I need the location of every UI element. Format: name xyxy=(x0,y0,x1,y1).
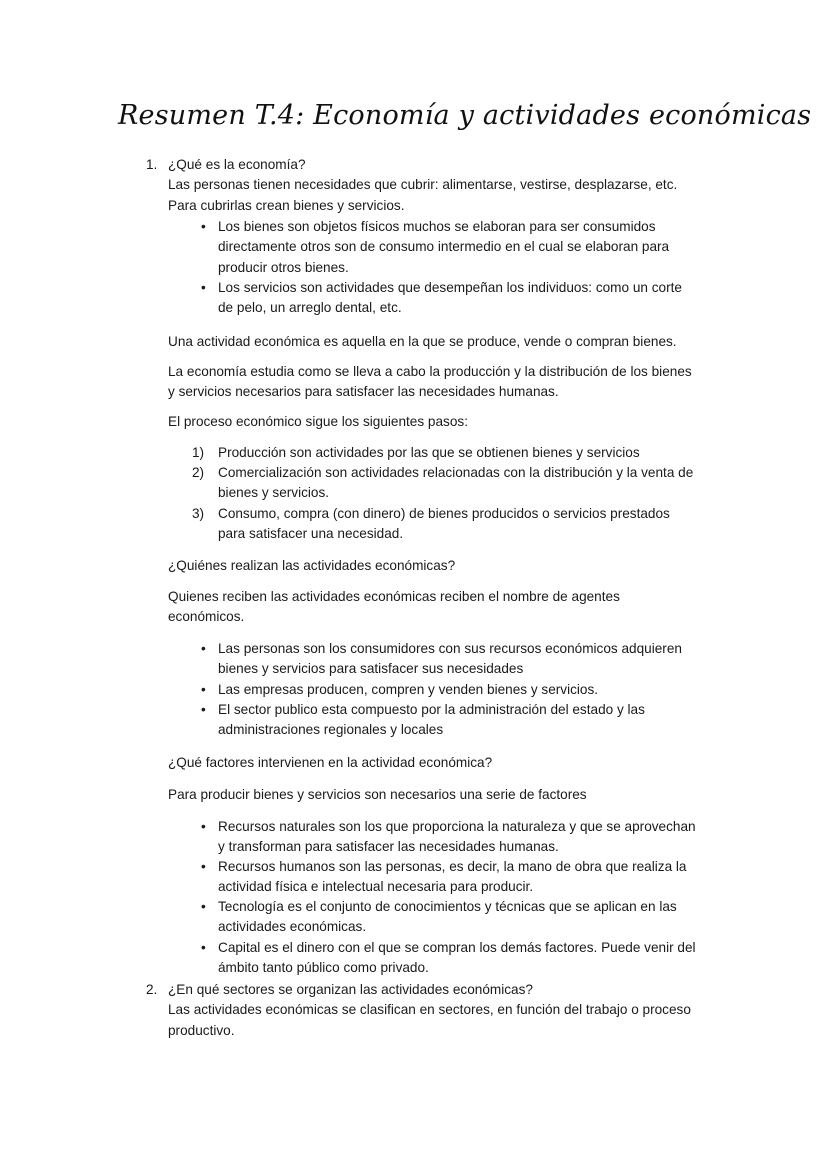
paragraph-line: ¿Qué factores intervienen en la actividad económica? xyxy=(168,755,493,770)
list-item-line: actividad física e intelectual necesaria para producir. xyxy=(218,879,534,895)
paragraph-line: económicos. xyxy=(168,609,245,625)
paragraph-line: El proceso económico sigue los siguientes pasos: xyxy=(168,414,468,429)
list-item-line: productivo. xyxy=(168,1022,235,1038)
list-item-line: Recursos humanos son las personas, es decir, la mano de obra que realiza la xyxy=(218,859,687,874)
bullet-icon: • xyxy=(201,280,206,295)
list-item-line: Tecnología es el conjunto de conocimientos y técnicas que se aplican en las xyxy=(218,899,677,914)
bullet-icon: • xyxy=(201,641,206,656)
bullet-icon: • xyxy=(201,702,206,717)
list-marker: 3) xyxy=(192,506,205,521)
document-title: Resumen T.4: Economía y actividades económicas xyxy=(118,100,812,131)
list-item-line: administraciones regionales y locales xyxy=(218,722,444,738)
bullet-icon: • xyxy=(201,859,206,874)
paragraph-line: Quienes reciben las actividades económicas reciben el nombre de agentes xyxy=(168,589,620,604)
paragraph-line: Una actividad económica es aquella en la que se produce, vende o compran bienes. xyxy=(168,334,677,349)
list-marker: 1) xyxy=(192,445,205,460)
list-item-line: Producción son actividades por las que se obtienen bienes y servicios xyxy=(218,445,640,460)
paragraph-line: Para producir bienes y servicios son necesarios una serie de factores xyxy=(168,787,587,802)
list-item-line: directamente otros son de consumo intermedio en el cual se elaboran para xyxy=(218,239,670,255)
bullet-icon: • xyxy=(201,682,206,697)
paragraph-line: y servicios necesarios para satisfacer las necesidades humanas. xyxy=(168,384,559,400)
list-item-line: Las empresas producen, compren y venden bienes y servicios. xyxy=(218,682,599,697)
paragraph-line: ¿Quiénes realizan las actividades económicas? xyxy=(168,558,456,573)
list-item-line: Los servicios son actividades que desempeñan los individuos: como un corte xyxy=(218,280,682,295)
list-item-line: Consumo, compra (con dinero) de bienes producidos o servicios prestados xyxy=(218,506,670,521)
list-item-line: para satisfacer una necesidad. xyxy=(218,526,404,542)
list-item-line: ¿En qué sectores se organizan las actividades económicas? xyxy=(168,982,533,997)
list-item-line: Recursos naturales son los que proporciona la naturaleza y que se aprovechan xyxy=(218,819,696,834)
paragraph-line: La economía estudia como se lleva a cabo la producción y la distribución de los bienes xyxy=(168,364,692,379)
list-item-line: Capital es el dinero con el que se compran los demás factores. Puede venir del xyxy=(218,940,696,955)
list-item-line: Las personas son los consumidores con sus recursos económicos adquieren xyxy=(218,641,682,656)
bullet-icon: • xyxy=(201,940,206,955)
list-item-line: bienes y servicios para satisfacer sus necesidades xyxy=(218,661,524,677)
list-item-line: Comercialización son actividades relacionadas con la distribución y la venta de xyxy=(218,465,694,480)
bullet-icon: • xyxy=(201,819,206,834)
list-item-line: producir otros bienes. xyxy=(218,259,349,275)
list-marker: 1. xyxy=(146,157,158,172)
list-item-line: El sector publico esta compuesto por la administración del estado y las xyxy=(218,702,645,717)
list-item-line: Los bienes son objetos físicos muchos se elaboran para ser consumidos xyxy=(218,219,656,234)
list-item-line: Las personas tienen necesidades que cubrir: alimentarse, vestirse, desplazarse, etc. xyxy=(168,177,678,193)
bullet-icon: • xyxy=(201,899,206,914)
list-item-line: ¿Qué es la economía? xyxy=(168,157,306,172)
list-item-line: Las actividades económicas se clasifican en sectores, en función del trabajo o proceso xyxy=(168,1002,691,1018)
list-marker: 2) xyxy=(192,465,205,480)
list-item-line: bienes y servicios. xyxy=(218,485,330,501)
list-item-line: Para cubrirlas crean bienes y servicios. xyxy=(168,197,405,213)
list-item-line: ámbito tanto público como privado. xyxy=(218,960,429,976)
bullet-icon: • xyxy=(201,219,206,234)
list-marker: 2. xyxy=(146,982,158,997)
list-item-line: actividades económicas. xyxy=(218,919,367,935)
list-item-line: de pelo, un arreglo dental, etc. xyxy=(218,300,402,316)
list-item-line: y transforman para satisfacer las necesidades humanas. xyxy=(218,839,559,855)
